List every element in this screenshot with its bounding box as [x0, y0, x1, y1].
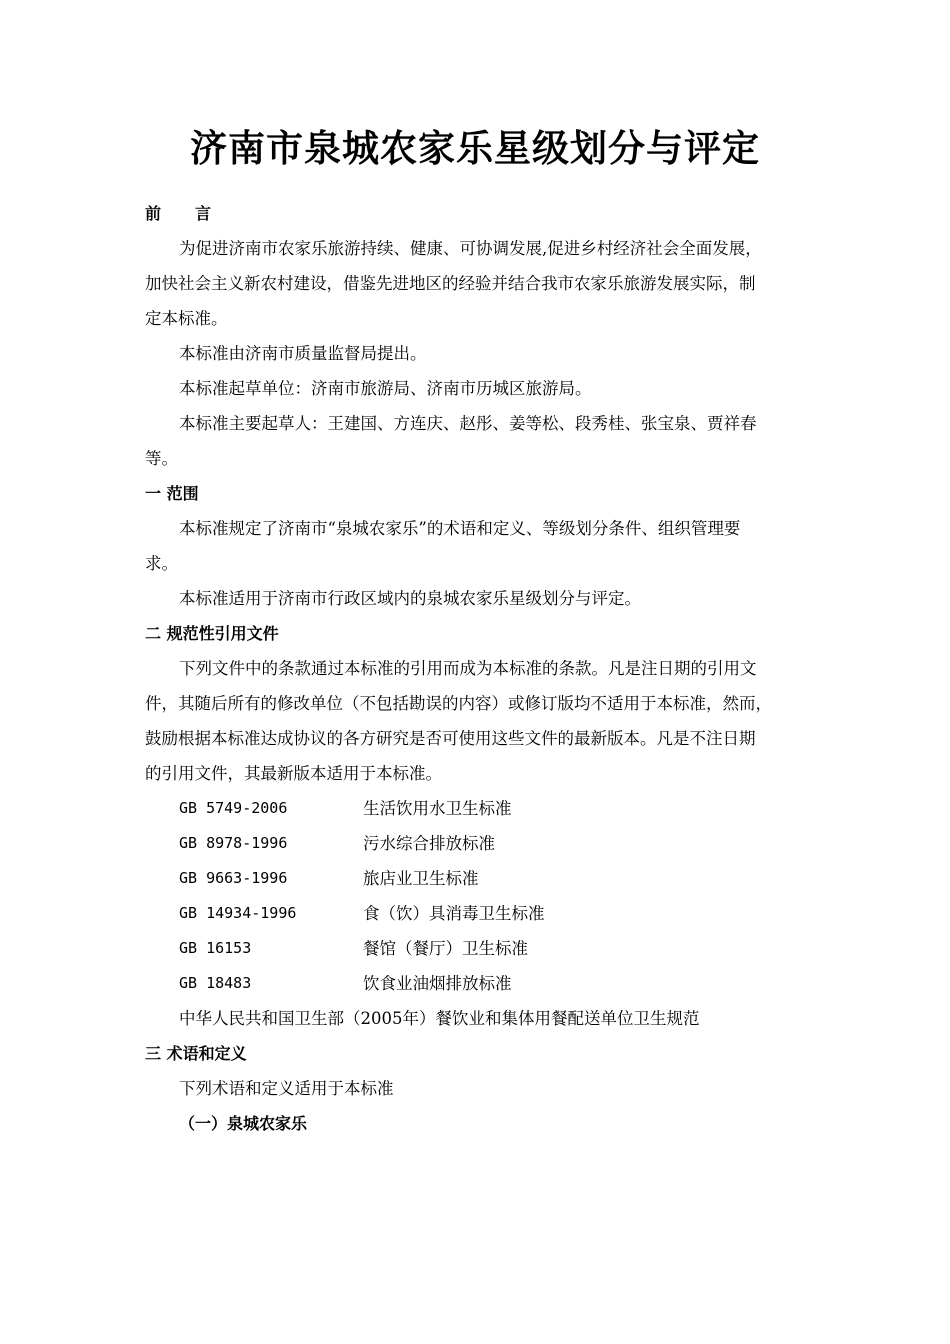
section1-heading: 一 范围 — [145, 484, 199, 503]
preface-para1-line1: 为促进济南市农家乐旅游持续、健康、可协调发展,促进乡村经济社会全面发展， — [179, 239, 762, 258]
section1-para1-line2: 求。 — [145, 554, 178, 573]
reference-code: GB 14934-1996 — [179, 904, 297, 922]
extra-reference: 中华人民共和国卫生部（2005年）餐饮业和集体用餐配送单位卫生规范 — [179, 1009, 700, 1028]
section1-para1-line1: 本标准规定了济南市“泉城农家乐”的术语和定义、等级划分条件、组织管理要 — [179, 519, 741, 538]
preface-para1-line3: 定本标准。 — [145, 309, 228, 328]
preface-heading — [145, 196, 805, 231]
reference-code: GB 16153 — [179, 939, 252, 957]
section1-para2: 本标准适用于济南市行政区域内的泉城农家乐星级划分与评定。 — [179, 589, 641, 608]
document-title: 济南市泉城农家乐星级划分与评定 — [190, 126, 760, 170]
preface-para4-line1: 本标准主要起草人：王建国、方连庆、赵彤、姜等松、段秀桂、张宝泉、贾祥春 — [179, 414, 757, 433]
document-body — [145, 196, 805, 1141]
reference-row — [145, 896, 805, 931]
reference-row — [145, 966, 805, 1001]
reference-name: 餐馆（餐厅）卫生标准 — [363, 939, 528, 958]
reference-row — [145, 826, 805, 861]
preface-para3: 本标准起草单位：济南市旅游局、济南市历城区旅游局。 — [179, 379, 592, 398]
reference-row — [145, 791, 805, 826]
section3-para: 下列术语和定义适用于本标准 — [179, 1079, 394, 1098]
preface-para2: 本标准由济南市质量监督局提出。 — [179, 344, 427, 363]
preface-heading-part1: 前 — [145, 204, 162, 223]
reference-code: GB 18483 — [179, 974, 252, 992]
section2-para-line4: 的引用文件，其最新版本适用于本标准。 — [145, 764, 442, 783]
reference-name: 旅店业卫生标准 — [363, 869, 479, 888]
preface-heading-part2: 言 — [195, 204, 212, 223]
section2-para-line3: 鼓励根据本标准达成协议的各方研究是否可使用这些文件的最新版本。凡是不注日期 — [145, 729, 756, 748]
reference-code: GB 9663-1996 — [179, 869, 288, 887]
reference-row — [145, 931, 805, 966]
reference-name: 污水综合排放标准 — [363, 834, 495, 853]
preface-para1-line2: 加快社会主义新农村建设，借鉴先进地区的经验并结合我市农家乐旅游发展实际，制 — [145, 274, 756, 293]
section3-subheading: （一）泉城农家乐 — [179, 1114, 308, 1133]
preface-para4-line2: 等。 — [145, 449, 178, 468]
section3-heading: 三 术语和定义 — [145, 1044, 247, 1063]
section2-heading: 二 规范性引用文件 — [145, 624, 279, 643]
reference-row — [145, 861, 805, 896]
reference-name: 生活饮用水卫生标准 — [363, 799, 512, 818]
section2-para-line1: 下列文件中的条款通过本标准的引用而成为本标准的条款。凡是注日期的引用文 — [179, 659, 757, 678]
section2-para-line2: 件，其随后所有的修改单位（不包括勘误的内容）或修订版均不适用于本标准，然而， — [145, 694, 772, 713]
reference-code: GB 5749-2006 — [179, 799, 288, 817]
reference-name: 饮食业油烟排放标准 — [363, 974, 512, 993]
reference-code: GB 8978-1996 — [179, 834, 288, 852]
reference-name: 食（饮）具消毒卫生标准 — [363, 904, 545, 923]
